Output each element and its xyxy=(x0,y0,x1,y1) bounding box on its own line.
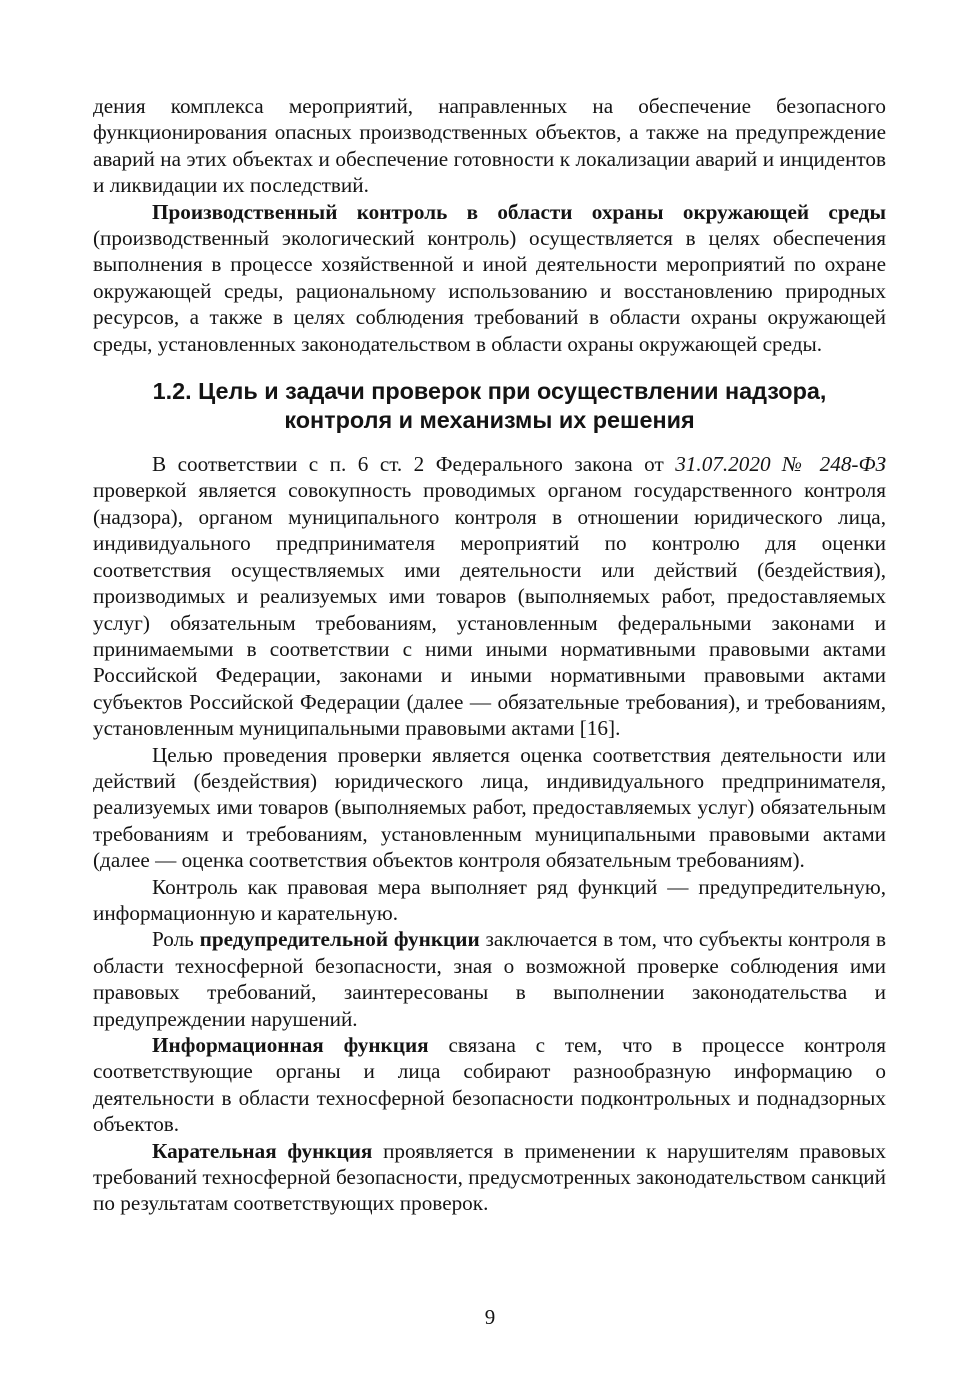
paragraph-inspection-definition xyxy=(93,451,886,741)
paragraph-lead: Роль xyxy=(152,927,200,952)
law-reference: 31.07.2020 № 248-ФЗ xyxy=(675,452,887,477)
term-env-control: Производственный контроль в области охраны окружающей среды xyxy=(152,199,886,224)
paragraph-punitive-function xyxy=(93,1138,886,1217)
paragraph-control-functions xyxy=(93,874,886,927)
paragraph-information-function xyxy=(93,1032,886,1138)
paragraph-text: Контроль как правовая мера выполняет ряд функций — предупредительную, информационную и карательную. xyxy=(93,874,886,925)
paragraph-text: заключается в том, что субъекты контроля в области техносферной безопасности, зная о возможной проверке соблюдения ими правовых требований, заинтересованы в выполнении законодательства и предупреждении нарушений. xyxy=(93,927,886,1031)
term-preventive-function: предупредительной функции xyxy=(199,927,480,952)
paragraph-continuation xyxy=(93,93,886,199)
paragraph-lead: В соответствии с п. 6 ст. 2 Федерального закона от xyxy=(152,452,676,477)
term-punitive-function: Карательная функция xyxy=(152,1138,373,1163)
term-information-function: Информационная функция xyxy=(152,1033,429,1057)
paragraph-env-control xyxy=(93,199,886,357)
section-heading-line-2: контроля и механизмы их решения xyxy=(284,407,695,434)
paragraph-text: проявляется в применении к нарушителям правовых требований техносферной безопасности, предусмотренных законодательством санкций по результатам соответствующих проверок. xyxy=(93,1138,886,1216)
paragraph-preventive-function xyxy=(93,926,886,1032)
paragraph-text: (производственный экологический контроль) осуществляется в целях обеспечения выполнения в процессе хозяйственной и иной деятельности мероприятий по охране окружающей среды, рациональному использованию и восстановлению природных ресурсов, а также в целях соблюдения требований в области охраны окружающей среды, установленных законодательством в области охраны окружающей среды. xyxy=(93,226,886,356)
body-text xyxy=(93,93,886,1217)
paragraph-text: проверкой является совокупность проводимых органом государственного контроля (надзора), органом муниципального контроля в отношении юридического лица, индивидуального предпринимателя мероприятий по контролю для оценки соответствия осуществляемых ими деятельности или действий (бездействия), производимых и реализуемых ими товаров (выполняемых работ, предоставляемых услуг) обязательным требованиям, установленным федеральными законами и принимаемыми в соответствии с ними иными нормативными правовыми актами Российской Федерации, законами и иными нормативными правовыми актами субъектов Российской Федерации (далее — обязательные требования), и требованиям, установленным муниципальными правовыми актами [16]. xyxy=(93,478,886,741)
page-number: 9 xyxy=(484,1305,496,1329)
paragraph-inspection-goal xyxy=(93,742,886,874)
section-heading xyxy=(93,377,886,435)
paragraph-text: дения комплекса мероприятий, направленных на обеспечение безопасного функционирования опасных производственных объектов, а также на предупреждение аварий на этих объектах и обеспечение готовности к локализации аварий и инцидентов и ликвидации их последствий. xyxy=(93,94,886,198)
paragraph-text: связана с тем, что в процессе контроля соответствующие органы и лица собирают разнообразную информацию о деятельности в области техносферной безопасности подконтрольных и поднадзорных объектов. xyxy=(93,1033,886,1137)
paragraph-text: Целью проведения проверки является оценка соответствия деятельности или действий (бездействия) юридического лица, индивидуального предпринимателя, реализуемых ими товаров (выполняемых работ, предоставляемых услуг) обязательным требованиям и требованиям, установленным муниципальными правовыми актами (далее — оценка соответствия объектов контроля обязательным требованиям). xyxy=(93,742,886,873)
section-heading-line-1: 1.2. Цель и задачи проверок при осуществлении надзора, xyxy=(152,378,827,405)
